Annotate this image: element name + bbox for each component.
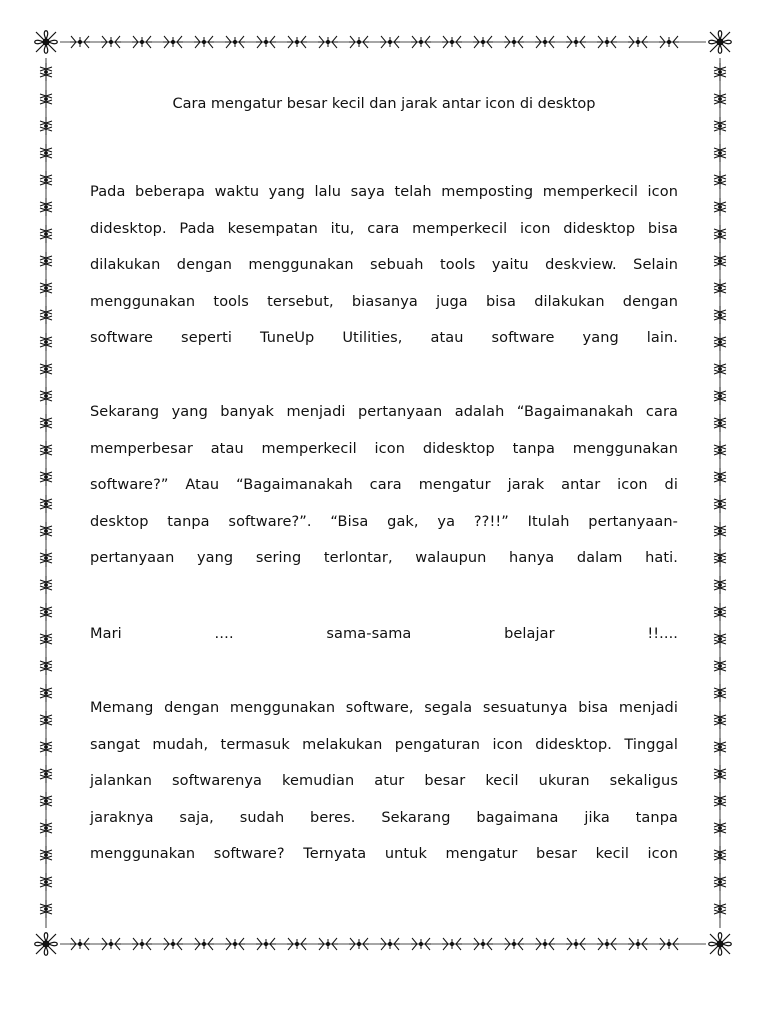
border-ornament [40,198,52,216]
border-ornament [225,938,245,950]
border-ornament [714,765,726,783]
border-ornament [40,63,52,81]
border-ornament [40,360,52,378]
border-ornament [225,36,245,48]
border-ornament [714,117,726,135]
border-ornament [349,938,369,950]
border-ornament [411,938,431,950]
paragraph-line: memperbesar atau memperkecil icon didesktop tanpa menggunakan [90,440,678,457]
paragraph-3 [90,616,678,653]
corner-flourish [709,933,732,956]
border-ornament [411,36,431,48]
border-ornament [714,387,726,405]
border-ornament [40,144,52,162]
border-ornament [287,36,307,48]
border-ornament [714,468,726,486]
border-ornament [256,938,276,950]
border-ornament [40,765,52,783]
border-ornament [349,36,369,48]
border-ornament [163,36,183,48]
border-ornament [40,441,52,459]
border-ornament [40,387,52,405]
border-ornament [40,225,52,243]
border-ornament [714,495,726,513]
border-ornament [40,279,52,297]
border-ornament [380,36,400,48]
border-ornament [504,36,524,48]
border-ornament [163,938,183,950]
border-ornament [40,873,52,891]
border-ornament [714,873,726,891]
border-ornament [714,441,726,459]
border-ornament [40,603,52,621]
paragraph-line: software seperti TuneUp Utilities, atau software yang lain. [90,330,678,347]
border-ornament [714,90,726,108]
corner-flourish [709,31,732,54]
border-ornament [40,333,52,351]
border-ornament [40,630,52,648]
border-ornament [714,171,726,189]
border-ornament [597,36,617,48]
border-ornament [714,414,726,432]
border-ornament [40,657,52,675]
corner-flourish [35,31,58,54]
border-ornament [442,938,462,950]
border-ornament [318,36,338,48]
border-ornament [194,938,214,950]
paragraph-2 [90,394,678,577]
border-ornament [473,938,493,950]
border-ornament [194,36,214,48]
border-ornament [597,938,617,950]
paragraph-line: menggunakan software? Ternyata untuk mengatur besar kecil icon [90,846,678,863]
border-ornament [40,468,52,486]
border-ornament [442,36,462,48]
paragraph-line: Pada beberapa waktu yang lalu saya telah memposting memperkecil icon [90,184,678,200]
border-ornament [714,657,726,675]
border-ornament [40,117,52,135]
border-ornament [318,938,338,950]
border-ornament [714,63,726,81]
paragraph-line: didesktop. Pada kesempatan itu, cara memperkecil icon didesktop bisa [90,220,678,237]
border-ornament [714,252,726,270]
border-ornament [714,225,726,243]
paragraph-1 [90,174,678,357]
border-ornament [566,938,586,950]
paragraph-line: software?” Atau “Bagaimanakah cara mengatur jarak antar icon di [90,477,678,494]
border-ornament [659,938,679,950]
border-ornament [714,333,726,351]
border-ornament [714,360,726,378]
border-ornament [628,36,648,48]
border-ornament [287,938,307,950]
border-ornament [714,306,726,324]
border-ornament [40,90,52,108]
paragraph-line: desktop tanpa software?”. “Bisa gak, ya ??!!” Itulah pertanyaan- [90,513,678,530]
border-ornament [40,495,52,513]
border-ornament [380,938,400,950]
border-ornament [40,792,52,810]
border-ornament [714,522,726,540]
border-ornament [714,900,726,918]
border-ornament [40,576,52,594]
border-ornament [714,279,726,297]
border-ornament [40,414,52,432]
border-ornament [256,36,276,48]
border-ornament [40,252,52,270]
border-ornament [40,846,52,864]
paragraph-line: Memang dengan menggunakan software, segala sesuatunya bisa menjadi [90,700,678,716]
border-ornament [70,938,90,950]
paragraph-line: sangat mudah, termasuk melakukan pengaturan icon didesktop. Tinggal [90,736,678,753]
border-ornament [40,684,52,702]
paragraph-line: jalankan softwarenya kemudian atur besar kecil ukuran sekaligus [90,773,678,790]
border-ornament [714,711,726,729]
border-ornament [101,938,121,950]
border-ornament [659,36,679,48]
paragraph-4 [90,690,678,873]
paragraph-line: dilakukan dengan menggunakan sebuah tools yaitu deskview. Selain [90,257,678,274]
border-ornament [714,630,726,648]
border-ornament [714,549,726,567]
border-ornament [40,522,52,540]
document-title: Cara mengatur besar kecil dan jarak antar icon di desktop [172,96,596,112]
border-ornament [714,603,726,621]
border-ornament [132,938,152,950]
border-ornament [40,819,52,837]
border-ornament [628,938,648,950]
border-ornament [714,846,726,864]
border-ornament [101,36,121,48]
border-ornament [714,684,726,702]
border-ornament [714,819,726,837]
border-ornament [40,306,52,324]
border-ornament [40,738,52,756]
paragraph-line: pertanyaan yang sering terlontar, walaupun hanya dalam hati. [90,550,678,567]
border-ornament [714,576,726,594]
border-ornament [504,938,524,950]
paragraph-line: jaraknya saja, sudah beres. Sekarang bagaimana jika tanpa [90,809,678,826]
paragraph-line: menggunakan tools tersebut, biasanya juga bisa dilakukan dengan [90,293,678,310]
border-ornament [40,549,52,567]
border-ornament [535,36,555,48]
border-ornament [473,36,493,48]
corner-flourish [35,933,58,956]
border-ornament [40,171,52,189]
border-ornament [535,938,555,950]
border-ornament [566,36,586,48]
paragraph-line: Sekarang yang banyak menjadi pertanyaan adalah “Bagaimanakah cara [90,404,678,420]
paragraph-line: Mari …. sama-sama belajar !!.... [90,626,678,642]
border-ornament [714,198,726,216]
border-ornament [714,792,726,810]
border-ornament [70,36,90,48]
border-ornament [40,711,52,729]
border-ornament [40,900,52,918]
border-ornament [714,144,726,162]
border-ornament [132,36,152,48]
border-ornament [714,738,726,756]
